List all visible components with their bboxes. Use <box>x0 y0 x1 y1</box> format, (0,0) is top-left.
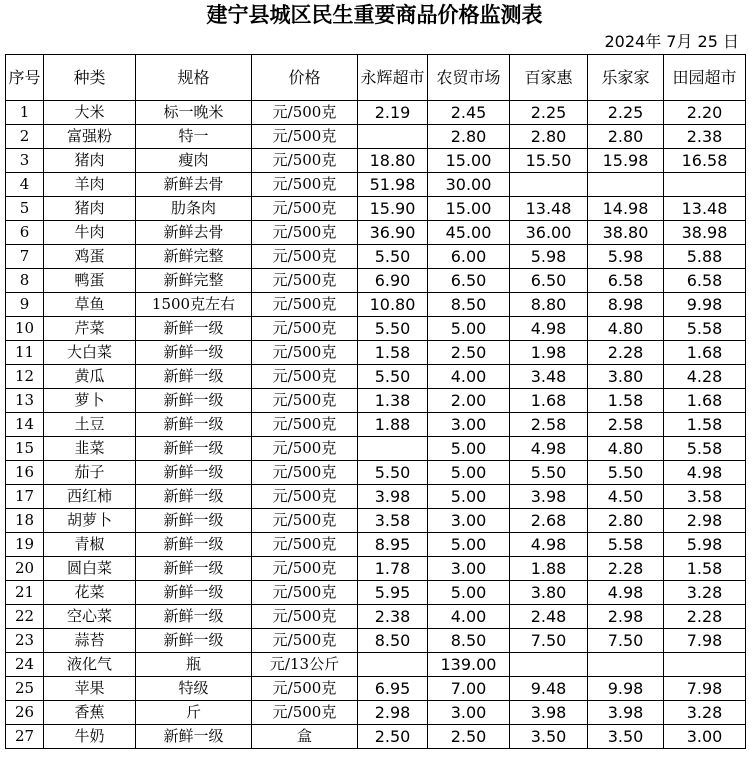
yonghui-price: 1.38 <box>358 389 428 413</box>
category-cell: 鸭蛋 <box>44 269 136 293</box>
table-row <box>6 653 746 677</box>
yonghui-price: 8.95 <box>358 533 428 557</box>
lejiajia-price: 3.50 <box>588 725 664 749</box>
market-price: 3.00 <box>428 413 510 437</box>
index-cell: 23 <box>6 629 44 653</box>
spec-cell: 新鲜完整 <box>136 269 252 293</box>
market-price: 2.00 <box>428 389 510 413</box>
unit-cell: 元/500克 <box>252 101 358 125</box>
unit-cell: 元/500克 <box>252 125 358 149</box>
market-price: 2.50 <box>428 341 510 365</box>
yonghui-price: 10.80 <box>358 293 428 317</box>
market-price: 3.00 <box>428 557 510 581</box>
tianyuan-price: 1.68 <box>664 389 746 413</box>
spec-cell: 新鲜一级 <box>136 605 252 629</box>
category-cell: 大米 <box>44 101 136 125</box>
spec-cell: 1500克左右 <box>136 293 252 317</box>
unit-cell: 元/13公斤 <box>252 653 358 677</box>
table-row <box>6 701 746 725</box>
baijiahui-price: 13.48 <box>510 197 588 221</box>
index-cell: 4 <box>6 173 44 197</box>
index-cell: 8 <box>6 269 44 293</box>
yonghui-price: 15.90 <box>358 197 428 221</box>
lejiajia-price: 5.50 <box>588 461 664 485</box>
lejiajia-price: 7.50 <box>588 629 664 653</box>
market-price: 15.00 <box>428 149 510 173</box>
index-cell: 3 <box>6 149 44 173</box>
table-row <box>6 149 746 173</box>
category-cell: 韭菜 <box>44 437 136 461</box>
tianyuan-price: 9.98 <box>664 293 746 317</box>
index-cell: 24 <box>6 653 44 677</box>
unit-cell: 元/500克 <box>252 317 358 341</box>
table-row <box>6 557 746 581</box>
baijiahui-price: 3.48 <box>510 365 588 389</box>
index-cell: 18 <box>6 509 44 533</box>
yonghui-price <box>358 125 428 149</box>
yonghui-price: 3.98 <box>358 485 428 509</box>
market-price: 5.00 <box>428 485 510 509</box>
spec-cell: 瘦肉 <box>136 149 252 173</box>
table-row <box>6 125 746 149</box>
lejiajia-price: 2.80 <box>588 509 664 533</box>
lejiajia-price: 8.98 <box>588 293 664 317</box>
category-cell: 富强粉 <box>44 125 136 149</box>
spec-cell: 新鲜一级 <box>136 557 252 581</box>
market-price: 45.00 <box>428 221 510 245</box>
baijiahui-price: 1.68 <box>510 389 588 413</box>
table-row <box>6 677 746 701</box>
yonghui-price: 1.88 <box>358 413 428 437</box>
category-cell: 大白菜 <box>44 341 136 365</box>
baijiahui-price: 2.68 <box>510 509 588 533</box>
tianyuan-price: 3.28 <box>664 581 746 605</box>
baijiahui-price: 8.80 <box>510 293 588 317</box>
unit-cell: 元/500克 <box>252 365 358 389</box>
lejiajia-price: 9.98 <box>588 677 664 701</box>
lejiajia-price: 14.98 <box>588 197 664 221</box>
tianyuan-price: 6.58 <box>664 269 746 293</box>
market-price: 5.00 <box>428 581 510 605</box>
market-price: 5.00 <box>428 317 510 341</box>
lejiajia-price: 2.98 <box>588 605 664 629</box>
header-category: 种类 <box>44 55 136 101</box>
market-price: 6.50 <box>428 269 510 293</box>
unit-cell: 元/500克 <box>252 533 358 557</box>
tianyuan-price: 1.58 <box>664 413 746 437</box>
spec-cell: 特级 <box>136 677 252 701</box>
market-price: 5.00 <box>428 461 510 485</box>
spec-cell: 新鲜去骨 <box>136 221 252 245</box>
category-cell: 羊肉 <box>44 173 136 197</box>
tianyuan-price: 16.58 <box>664 149 746 173</box>
baijiahui-price: 1.88 <box>510 557 588 581</box>
unit-cell: 元/500克 <box>252 149 358 173</box>
lejiajia-price: 38.80 <box>588 221 664 245</box>
table-row <box>6 605 746 629</box>
yonghui-price: 2.38 <box>358 605 428 629</box>
market-price: 4.00 <box>428 365 510 389</box>
lejiajia-price: 2.80 <box>588 125 664 149</box>
table-row <box>6 269 746 293</box>
baijiahui-price: 3.98 <box>510 701 588 725</box>
header-market: 农贸市场 <box>428 55 510 101</box>
lejiajia-price: 2.28 <box>588 341 664 365</box>
spec-cell: 新鲜一级 <box>136 365 252 389</box>
yonghui-price: 5.50 <box>358 317 428 341</box>
category-cell: 花菜 <box>44 581 136 605</box>
index-cell: 5 <box>6 197 44 221</box>
yonghui-price: 3.58 <box>358 509 428 533</box>
category-cell: 茄子 <box>44 461 136 485</box>
index-cell: 1 <box>6 101 44 125</box>
tianyuan-price: 7.98 <box>664 677 746 701</box>
lejiajia-price: 4.50 <box>588 485 664 509</box>
unit-cell: 元/500克 <box>252 629 358 653</box>
market-price: 2.45 <box>428 101 510 125</box>
baijiahui-price: 5.50 <box>510 461 588 485</box>
baijiahui-price: 15.50 <box>510 149 588 173</box>
header-unit: 价格 <box>252 55 358 101</box>
market-price: 8.50 <box>428 293 510 317</box>
unit-cell: 元/500克 <box>252 701 358 725</box>
table-row <box>6 365 746 389</box>
category-cell: 蒜苔 <box>44 629 136 653</box>
baijiahui-price: 4.98 <box>510 533 588 557</box>
yonghui-price <box>358 653 428 677</box>
lejiajia-price: 6.58 <box>588 269 664 293</box>
lejiajia-price: 1.58 <box>588 389 664 413</box>
spec-cell: 新鲜一级 <box>136 317 252 341</box>
index-cell: 22 <box>6 605 44 629</box>
lejiajia-price: 2.25 <box>588 101 664 125</box>
index-cell: 16 <box>6 461 44 485</box>
category-cell: 芹菜 <box>44 317 136 341</box>
index-cell: 12 <box>6 365 44 389</box>
yonghui-price: 36.90 <box>358 221 428 245</box>
table-row <box>6 221 746 245</box>
tianyuan-price: 4.98 <box>664 461 746 485</box>
tianyuan-price: 5.58 <box>664 317 746 341</box>
baijiahui-price: 4.98 <box>510 437 588 461</box>
category-cell: 黄瓜 <box>44 365 136 389</box>
header-tianyuan: 田园超市 <box>664 55 746 101</box>
yonghui-price: 2.19 <box>358 101 428 125</box>
table-row <box>6 341 746 365</box>
unit-cell: 元/500克 <box>252 341 358 365</box>
unit-cell: 元/500克 <box>252 581 358 605</box>
spec-cell: 新鲜一级 <box>136 533 252 557</box>
baijiahui-price: 3.50 <box>510 725 588 749</box>
table-row <box>6 293 746 317</box>
tianyuan-price: 4.28 <box>664 365 746 389</box>
spec-cell: 肋条肉 <box>136 197 252 221</box>
baijiahui-price: 1.98 <box>510 341 588 365</box>
market-price: 3.00 <box>428 701 510 725</box>
tianyuan-price: 1.58 <box>664 557 746 581</box>
index-cell: 20 <box>6 557 44 581</box>
table-row <box>6 197 746 221</box>
yonghui-price: 18.80 <box>358 149 428 173</box>
unit-cell: 元/500克 <box>252 173 358 197</box>
tianyuan-price: 13.48 <box>664 197 746 221</box>
tianyuan-price <box>664 173 746 197</box>
yonghui-price: 5.95 <box>358 581 428 605</box>
index-cell: 15 <box>6 437 44 461</box>
unit-cell: 元/500克 <box>252 269 358 293</box>
yonghui-price: 6.90 <box>358 269 428 293</box>
header-yonghui: 永辉超市 <box>358 55 428 101</box>
tianyuan-price: 5.98 <box>664 533 746 557</box>
index-cell: 11 <box>6 341 44 365</box>
spec-cell: 新鲜一级 <box>136 629 252 653</box>
category-cell: 鸡蛋 <box>44 245 136 269</box>
unit-cell: 元/500克 <box>252 221 358 245</box>
index-cell: 25 <box>6 677 44 701</box>
unit-cell: 元/500克 <box>252 293 358 317</box>
baijiahui-price <box>510 173 588 197</box>
category-cell: 牛肉 <box>44 221 136 245</box>
unit-cell: 元/500克 <box>252 389 358 413</box>
market-price: 8.50 <box>428 629 510 653</box>
category-cell: 猪肉 <box>44 149 136 173</box>
baijiahui-price: 7.50 <box>510 629 588 653</box>
index-cell: 27 <box>6 725 44 749</box>
tianyuan-price <box>664 653 746 677</box>
spec-cell: 新鲜一级 <box>136 725 252 749</box>
tianyuan-price: 3.58 <box>664 485 746 509</box>
market-price: 2.50 <box>428 725 510 749</box>
table-row <box>6 317 746 341</box>
table-row <box>6 389 746 413</box>
market-price: 2.80 <box>428 125 510 149</box>
baijiahui-price: 5.98 <box>510 245 588 269</box>
lejiajia-price: 4.98 <box>588 581 664 605</box>
baijiahui-price: 4.98 <box>510 317 588 341</box>
spec-cell: 新鲜一级 <box>136 509 252 533</box>
yonghui-price <box>358 437 428 461</box>
tianyuan-price: 3.28 <box>664 701 746 725</box>
yonghui-price: 5.50 <box>358 245 428 269</box>
tianyuan-price: 3.00 <box>664 725 746 749</box>
yonghui-price: 6.95 <box>358 677 428 701</box>
market-price: 15.00 <box>428 197 510 221</box>
category-cell: 青椒 <box>44 533 136 557</box>
spec-cell: 新鲜一级 <box>136 389 252 413</box>
category-cell: 液化气 <box>44 653 136 677</box>
table-row <box>6 173 746 197</box>
category-cell: 苹果 <box>44 677 136 701</box>
table-row <box>6 509 746 533</box>
index-cell: 19 <box>6 533 44 557</box>
index-cell: 6 <box>6 221 44 245</box>
price-table <box>5 54 746 749</box>
yonghui-price: 2.98 <box>358 701 428 725</box>
table-row <box>6 725 746 749</box>
baijiahui-price: 2.48 <box>510 605 588 629</box>
header-row <box>6 55 746 101</box>
yonghui-price: 1.58 <box>358 341 428 365</box>
baijiahui-price: 2.58 <box>510 413 588 437</box>
market-price: 7.00 <box>428 677 510 701</box>
lejiajia-price <box>588 173 664 197</box>
lejiajia-price: 3.80 <box>588 365 664 389</box>
lejiajia-price: 5.58 <box>588 533 664 557</box>
tianyuan-price: 1.68 <box>664 341 746 365</box>
tianyuan-price: 2.28 <box>664 605 746 629</box>
unit-cell: 元/500克 <box>252 437 358 461</box>
market-price: 4.00 <box>428 605 510 629</box>
category-cell: 香蕉 <box>44 701 136 725</box>
yonghui-price: 5.50 <box>358 461 428 485</box>
lejiajia-price: 5.98 <box>588 245 664 269</box>
table-row <box>6 437 746 461</box>
report-date: 2024年 7月 25 日 <box>604 32 739 51</box>
baijiahui-price: 36.00 <box>510 221 588 245</box>
baijiahui-price: 3.80 <box>510 581 588 605</box>
category-cell: 土豆 <box>44 413 136 437</box>
unit-cell: 元/500克 <box>252 605 358 629</box>
tianyuan-price: 2.20 <box>664 101 746 125</box>
category-cell: 萝卜 <box>44 389 136 413</box>
table-row <box>6 485 746 509</box>
yonghui-price: 8.50 <box>358 629 428 653</box>
index-cell: 17 <box>6 485 44 509</box>
spec-cell: 瓶 <box>136 653 252 677</box>
header-lejiajia: 乐家家 <box>588 55 664 101</box>
yonghui-price: 1.78 <box>358 557 428 581</box>
tianyuan-price: 5.88 <box>664 245 746 269</box>
category-cell: 猪肉 <box>44 197 136 221</box>
header-baijiahui: 百家惠 <box>510 55 588 101</box>
index-cell: 7 <box>6 245 44 269</box>
market-price: 5.00 <box>428 437 510 461</box>
index-cell: 21 <box>6 581 44 605</box>
spec-cell: 新鲜一级 <box>136 413 252 437</box>
lejiajia-price: 15.98 <box>588 149 664 173</box>
tianyuan-price: 2.38 <box>664 125 746 149</box>
table-row <box>6 629 746 653</box>
unit-cell: 元/500克 <box>252 197 358 221</box>
unit-cell: 元/500克 <box>252 413 358 437</box>
unit-cell: 盒 <box>252 725 358 749</box>
category-cell: 空心菜 <box>44 605 136 629</box>
index-cell: 13 <box>6 389 44 413</box>
index-cell: 26 <box>6 701 44 725</box>
table-row <box>6 245 746 269</box>
table-row <box>6 101 746 125</box>
lejiajia-price: 3.98 <box>588 701 664 725</box>
market-price: 139.00 <box>428 653 510 677</box>
unit-cell: 元/500克 <box>252 461 358 485</box>
lejiajia-price: 2.28 <box>588 557 664 581</box>
index-cell: 14 <box>6 413 44 437</box>
unit-cell: 元/500克 <box>252 509 358 533</box>
baijiahui-price: 2.25 <box>510 101 588 125</box>
table-row <box>6 533 746 557</box>
spec-cell: 新鲜一级 <box>136 581 252 605</box>
market-price: 5.00 <box>428 533 510 557</box>
baijiahui-price: 6.50 <box>510 269 588 293</box>
lejiajia-price <box>588 653 664 677</box>
yonghui-price: 2.50 <box>358 725 428 749</box>
category-cell: 草鱼 <box>44 293 136 317</box>
index-cell: 9 <box>6 293 44 317</box>
market-price: 6.00 <box>428 245 510 269</box>
baijiahui-price <box>510 653 588 677</box>
spec-cell: 新鲜一级 <box>136 485 252 509</box>
table-row <box>6 413 746 437</box>
baijiahui-price: 3.98 <box>510 485 588 509</box>
spec-cell: 新鲜一级 <box>136 341 252 365</box>
index-cell: 2 <box>6 125 44 149</box>
unit-cell: 元/500克 <box>252 677 358 701</box>
unit-cell: 元/500克 <box>252 245 358 269</box>
tianyuan-price: 5.58 <box>664 437 746 461</box>
unit-cell: 元/500克 <box>252 557 358 581</box>
table-row <box>6 461 746 485</box>
category-cell: 牛奶 <box>44 725 136 749</box>
baijiahui-price: 9.48 <box>510 677 588 701</box>
spec-cell: 标一晚米 <box>136 101 252 125</box>
table-row <box>6 581 746 605</box>
yonghui-price: 5.50 <box>358 365 428 389</box>
spec-cell: 新鲜一级 <box>136 437 252 461</box>
header-spec: 规格 <box>136 55 252 101</box>
tianyuan-price: 38.98 <box>664 221 746 245</box>
spec-cell: 斤 <box>136 701 252 725</box>
lejiajia-price: 4.80 <box>588 317 664 341</box>
market-price: 30.00 <box>428 173 510 197</box>
category-cell: 圆白菜 <box>44 557 136 581</box>
page-title: 建宁县城区民生重要商品价格监测表 <box>206 3 543 27</box>
header-index: 序号 <box>6 55 44 101</box>
spec-cell: 新鲜去骨 <box>136 173 252 197</box>
category-cell: 西红柿 <box>44 485 136 509</box>
spec-cell: 特一 <box>136 125 252 149</box>
lejiajia-price: 4.80 <box>588 437 664 461</box>
baijiahui-price: 2.80 <box>510 125 588 149</box>
market-price: 3.00 <box>428 509 510 533</box>
tianyuan-price: 7.98 <box>664 629 746 653</box>
category-cell: 胡萝卜 <box>44 509 136 533</box>
lejiajia-price: 2.58 <box>588 413 664 437</box>
spec-cell: 新鲜一级 <box>136 461 252 485</box>
spec-cell: 新鲜完整 <box>136 245 252 269</box>
index-cell: 10 <box>6 317 44 341</box>
unit-cell: 元/500克 <box>252 485 358 509</box>
yonghui-price: 51.98 <box>358 173 428 197</box>
tianyuan-price: 2.98 <box>664 509 746 533</box>
